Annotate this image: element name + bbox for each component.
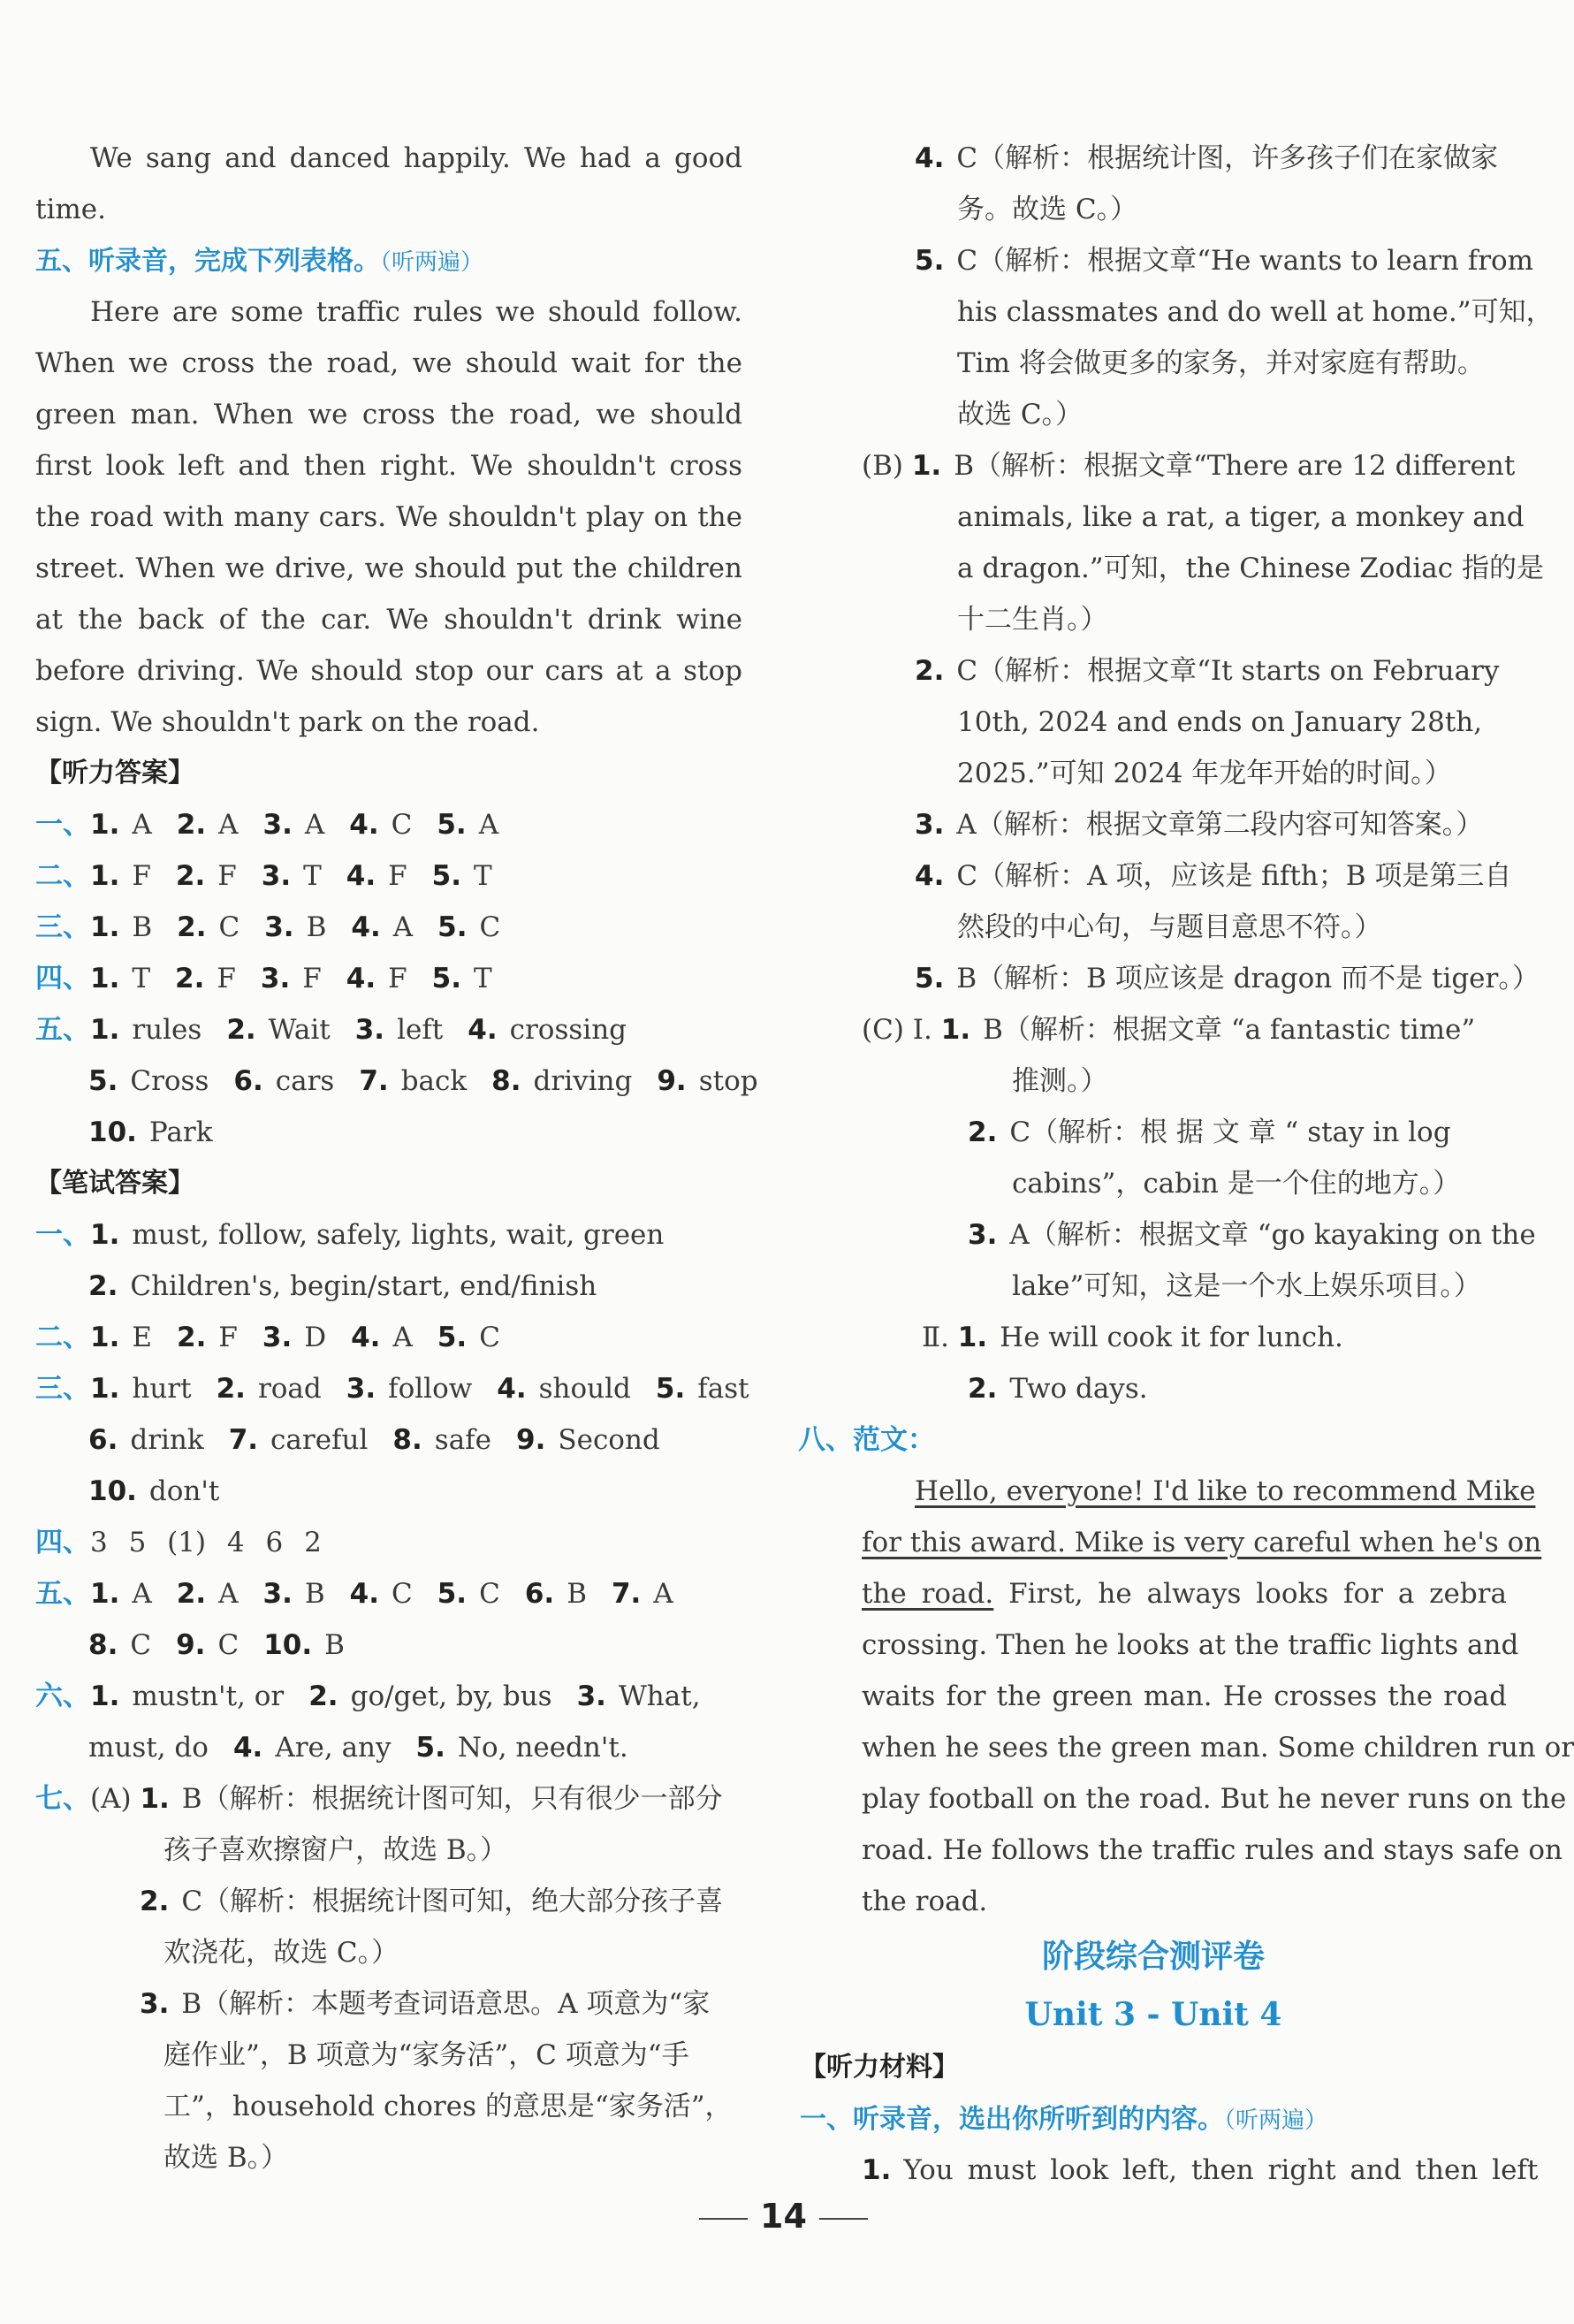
answer-row: 欢浇花，故选 C。） — [163, 1937, 399, 1969]
answer-row: 四、3 5 (1) 4 6 2 — [35, 1527, 322, 1558]
item-answer: fast — [697, 1373, 749, 1405]
item-answer: D — [304, 1322, 327, 1353]
answer-row: 5. C（解析：根据文章“He wants to learn from — [915, 245, 1534, 277]
item-answer: C — [479, 911, 501, 943]
answer-row: 务。故选 C。） — [957, 194, 1138, 225]
item-answer: left — [397, 1014, 444, 1046]
item-answer: B — [566, 1578, 587, 1610]
item-answer: C — [479, 1322, 500, 1353]
item-number: 4. — [346, 860, 376, 892]
item-number: 8. — [88, 1629, 118, 1661]
answer-row — [35, 1466, 742, 1517]
left-column — [35, 133, 758, 2183]
answer-row: 2. Two days. — [968, 1373, 1148, 1405]
item-number: 2. — [175, 860, 206, 892]
passage-line: street. When we drive, we should put the children — [35, 552, 742, 584]
item-answer: T — [474, 963, 492, 994]
item-number: 5. — [437, 911, 468, 943]
item-answer: A — [218, 1578, 239, 1610]
essay-line: play football on the road. But he never runs on the — [862, 1783, 1567, 1815]
item-number: 5. — [431, 860, 462, 892]
item-answer: cars — [275, 1065, 335, 1097]
item-answer: should — [538, 1373, 631, 1405]
item-number: 6. — [88, 1424, 118, 1456]
item-answer: A — [653, 1578, 673, 1610]
passage-line: before driving. We should stop our cars at a stop — [35, 655, 742, 687]
answer-row: 孩子喜欢擦窗户，故选 B。） — [163, 1834, 508, 1866]
item-number: 3. — [262, 1322, 293, 1353]
item-number: 2. — [216, 1373, 246, 1405]
answer-row: 七、(A) 1. B（解析：根据统计图可知，只有很少一部分 — [35, 1783, 723, 1815]
item-answer: B — [304, 1578, 325, 1610]
item-number: 2. — [177, 911, 207, 943]
answer-row: 3. A（解析：根据文章 “go kayaking on the — [968, 1219, 1536, 1251]
item-number: 4. — [349, 1578, 379, 1610]
answer-row: Ⅱ. 1. He will cook it for lunch. — [922, 1322, 1343, 1353]
item-number: 3. — [354, 1014, 385, 1046]
answer-row: 5. B（解析：B 项应该是 dragon 而不是 tiger。） — [915, 963, 1540, 994]
answer-row: 2. Children's, begin/start, end/finish — [88, 1270, 597, 1302]
section-label: 五、 — [35, 1014, 90, 1046]
answer-row: 工”，household chores 的意思是“家务活”， — [163, 2091, 733, 2122]
item-answer: rules — [132, 1014, 202, 1046]
answer-row: 一、1. must, follow, safely, lights, wait, green — [35, 1219, 665, 1251]
item-answer: safe — [434, 1424, 491, 1456]
answer-row: 2. C（解析：根据统计图可知，绝大部分孩子喜 — [140, 1886, 724, 1917]
item-number: 6. — [524, 1578, 555, 1610]
item-answer: crossing — [509, 1014, 627, 1046]
answer-row: 4. C（解析：A 项，应该是 fifth；B 项是第三自 — [915, 860, 1512, 892]
item-number: 7. — [228, 1424, 259, 1456]
item-answer: A — [392, 1322, 413, 1353]
answer-row: Tim 将会做更多的家务，并对家庭有帮助。 — [957, 347, 1485, 379]
item-answer: C — [217, 1629, 240, 1661]
answer-row: lake”可知，这是一个水上娱乐项目。） — [1012, 1270, 1481, 1302]
item-answer: T — [132, 963, 151, 994]
right-column — [798, 133, 1574, 2196]
item-number: 7. — [359, 1065, 389, 1097]
item-answer: B — [306, 911, 327, 943]
item-number: 5. — [655, 1373, 686, 1405]
item-number: 10. — [88, 1475, 137, 1507]
answer-row: 故选 B。） — [163, 2142, 289, 2174]
item-number: 6. — [233, 1065, 263, 1097]
item-answer: No, needn't. — [457, 1732, 628, 1764]
answer-row — [35, 1619, 742, 1671]
answer-row: cabins”，cabin 是一个住的地方。） — [1012, 1168, 1461, 1200]
item-answer: A — [218, 809, 239, 841]
essay-line: crossing. Then he looks at the traffic lights and — [862, 1629, 1519, 1661]
section-label: 四、 — [35, 963, 90, 994]
item-answer: C — [479, 1578, 500, 1610]
item-number: 5. — [437, 809, 467, 841]
answer-row: 二、1. E 2. F 3. D 4. A 5. C — [35, 1322, 500, 1353]
answer-row: 10th, 2024 and ends on January 28th, — [957, 706, 1483, 738]
question-line: 1. You must look left, then right and then left — [862, 2154, 1539, 2186]
section-heading: 一、听录音，选出你所听到的内容。（听两遍） — [800, 2104, 1328, 2135]
passage-line: Here are some traffic rules we should follow. — [90, 296, 742, 328]
listening-answers-heading: 【听力答案】 — [35, 758, 194, 789]
item-answer: careful — [270, 1424, 369, 1456]
item-number: 5. — [437, 1322, 468, 1353]
item-number: 8. — [392, 1424, 422, 1456]
item-number: 2. — [177, 1322, 207, 1353]
item-answer: C — [392, 1578, 413, 1610]
essay-line: when he sees the green man. Some children run or — [862, 1732, 1574, 1764]
essay-line: the road. First, he always looks for a zebra — [862, 1578, 1507, 1610]
item-answer: F — [388, 963, 407, 994]
item-answer: C — [130, 1629, 152, 1661]
item-number: 9. — [176, 1629, 206, 1661]
answer-row: 2025.”可知 2024 年龙年开始的时间。） — [957, 758, 1452, 789]
answer-row: 六、1. mustn't, or 2. go/get, by, bus 3. What, — [35, 1680, 701, 1712]
item-number: 8. — [491, 1065, 521, 1097]
item-number: 3. — [576, 1680, 606, 1712]
section-label: 三、 — [35, 911, 90, 943]
item-answer: A — [304, 809, 325, 841]
passage-line: time. — [35, 194, 106, 225]
item-answer: drink — [130, 1424, 204, 1456]
essay-line: waits for the green man. He crosses the road — [862, 1680, 1507, 1712]
item-answer: follow — [388, 1373, 473, 1405]
item-number: 1. — [90, 1680, 120, 1712]
item-answer: What, — [618, 1680, 701, 1712]
item-number: 3. — [262, 809, 293, 841]
item-answer: A — [392, 911, 414, 943]
item-number: 1. — [90, 1014, 120, 1046]
answer-row: 3. B（解析：本题考查词语意思。A 项意为“家 — [140, 1988, 711, 2020]
test-subtitle: Unit 3 - Unit 4 — [1024, 1996, 1282, 2033]
item-number: 1. — [90, 1578, 120, 1610]
item-number: 4. — [497, 1373, 527, 1405]
answer-row — [35, 850, 742, 902]
item-answer: Park — [148, 1116, 213, 1148]
item-answer: Are, any — [275, 1732, 392, 1764]
answer-row: 三、1. hurt 2. road 3. follow 4. should 5. fast — [35, 1373, 749, 1405]
test-title: 阶段综合测评卷 — [1041, 1939, 1265, 1975]
section-heading: 八、范文： — [798, 1424, 935, 1456]
passage-line: at the back of the car. We shouldn't drink wine — [35, 604, 742, 636]
item-number: 2. — [226, 1014, 256, 1046]
item-number: 1. — [90, 860, 120, 892]
item-answer: driving — [533, 1065, 633, 1097]
answer-row: 2. C（解析：根 据 文 章 “ stay in log — [968, 1116, 1451, 1148]
answer-row: 2. C（解析：根据文章“It starts on February — [915, 655, 1500, 687]
answer-row — [35, 799, 742, 850]
item-answer: F — [218, 1322, 238, 1353]
essay-line: road. He follows the traffic rules and stays safe on — [862, 1834, 1563, 1866]
answer-row: 4. C（解析：根据统计图，许多孩子们在家做家 — [915, 142, 1499, 174]
item-answer: T — [474, 860, 492, 892]
item-answer: C — [391, 809, 413, 841]
answer-row: (B) 1. B（解析：根据文章“There are 12 different — [862, 450, 1516, 482]
item-number: 1. — [90, 1373, 120, 1405]
answer-row: his classmates and do well at home.”可知， — [957, 296, 1554, 328]
passage-line: sign. We shouldn't park on the road. — [35, 706, 540, 738]
item-answer: F — [132, 860, 151, 892]
passage-line: green man. When we cross the road, we should — [35, 399, 742, 431]
answer-row: (C) Ⅰ. 1. B（解析：根据文章 “a fantastic time” — [862, 1014, 1476, 1046]
item-answer: hurt — [132, 1373, 192, 1405]
passage-line: We sang and danced happily. We had a good — [90, 142, 742, 174]
answer-row: 然段的中心句，与题目意思不符。） — [957, 911, 1382, 943]
essay-line: the road. — [862, 1886, 988, 1917]
item-answer: E — [132, 1322, 152, 1353]
answer-row — [35, 1004, 742, 1055]
answer-row — [35, 1055, 758, 1107]
item-number: 5. — [431, 963, 462, 994]
item-number: 1. — [90, 809, 120, 841]
item-number: 1. — [90, 911, 120, 943]
item-number: 2. — [308, 1680, 338, 1712]
item-number: 1. — [90, 1322, 120, 1353]
answer-row: 庭作业”，B 项意为“家务活”，C 项意为“手 — [163, 2039, 689, 2071]
item-number: 4. — [351, 1322, 381, 1353]
section-label: 一、 — [35, 809, 90, 841]
answer-row — [35, 1107, 742, 1158]
item-number: 10. — [263, 1629, 313, 1661]
item-answer: road — [257, 1373, 322, 1405]
item-number: 1. — [90, 963, 120, 994]
item-answer: F — [302, 963, 322, 994]
item-answer: stop — [698, 1065, 758, 1097]
item-number: 3. — [264, 911, 294, 943]
item-answer: A — [478, 809, 499, 841]
answer-row: 故选 C。） — [957, 399, 1084, 431]
item-answer: B — [132, 911, 153, 943]
item-number: 4. — [349, 809, 379, 841]
listening-material-heading: 【听力材料】 — [800, 2052, 959, 2083]
passage-line: When we cross the road, we should wait for the — [35, 347, 742, 379]
essay-line: Hello, everyone! I'd like to recommend Mike — [915, 1475, 1536, 1507]
item-number: 3. — [261, 860, 292, 892]
item-number: 4. — [232, 1732, 263, 1764]
item-answer: Cross — [130, 1065, 209, 1097]
item-number: 3. — [260, 963, 291, 994]
section-heading: 五、听录音，完成下列表格。（听两遍） — [35, 246, 484, 277]
answer-row: 五、1. A 2. A 3. B 4. C 5. C 6. B 7. A — [35, 1578, 673, 1610]
item-answer: go/get, by, bus — [350, 1680, 552, 1712]
item-number: 9. — [657, 1065, 687, 1097]
listening-answers — [35, 799, 758, 1158]
answer-row — [35, 953, 742, 1004]
answer-row — [35, 1414, 742, 1466]
item-number: 3. — [346, 1373, 376, 1405]
item-answer: F — [217, 963, 236, 994]
page-number: 14 — [0, 2197, 1567, 2236]
item-answer: A — [132, 809, 152, 841]
answer-row: 十二生肖。） — [957, 604, 1108, 636]
answer-row: a dragon.”可知，the Chinese Zodiac 指的是 — [957, 552, 1544, 584]
item-number: 5. — [88, 1065, 118, 1097]
item-number: 2. — [176, 1578, 207, 1610]
answer-row: 3. A（解析：根据文章第二段内容可知答案。） — [915, 809, 1484, 841]
section-label: 二、 — [35, 860, 90, 892]
item-number: 5. — [437, 1578, 468, 1610]
essay-line: for this award. Mike is very careful when he's on — [862, 1527, 1542, 1558]
item-answer: don't — [148, 1475, 220, 1507]
item-number: 4. — [346, 963, 376, 994]
item-answer: F — [217, 860, 237, 892]
item-number: 9. — [516, 1424, 546, 1456]
answer-row — [35, 902, 742, 953]
answer-row: must, do 4. Are, any 5. No, needn't. — [88, 1732, 628, 1764]
written-answers-heading: 【笔试答案】 — [35, 1168, 194, 1199]
item-answer: C — [218, 911, 240, 943]
passage-line: first look left and then right. We shouldn't cross — [35, 450, 742, 482]
item-answer: back — [400, 1065, 468, 1097]
item-answer: F — [388, 860, 407, 892]
item-number: 7. — [611, 1578, 642, 1610]
item-number: 3. — [262, 1578, 293, 1610]
item-answer: B — [324, 1629, 345, 1661]
item-answer: mustn't, or — [132, 1680, 285, 1712]
item-number: 2. — [175, 963, 205, 994]
item-answer: T — [303, 860, 322, 892]
item-answer: A — [132, 1578, 152, 1610]
item-answer: Wait — [268, 1014, 331, 1046]
item-number: 10. — [88, 1116, 137, 1148]
passage-line: the road with many cars. We shouldn't play on the — [35, 501, 742, 533]
answer-row: 推测。） — [1012, 1065, 1108, 1097]
item-number: 2. — [176, 809, 207, 841]
item-number: 4. — [468, 1014, 498, 1046]
answer-row: animals, like a rat, a tiger, a monkey and — [957, 501, 1525, 533]
item-number: 4. — [351, 911, 381, 943]
item-number: 5. — [415, 1732, 445, 1764]
item-answer: Second — [558, 1424, 660, 1456]
